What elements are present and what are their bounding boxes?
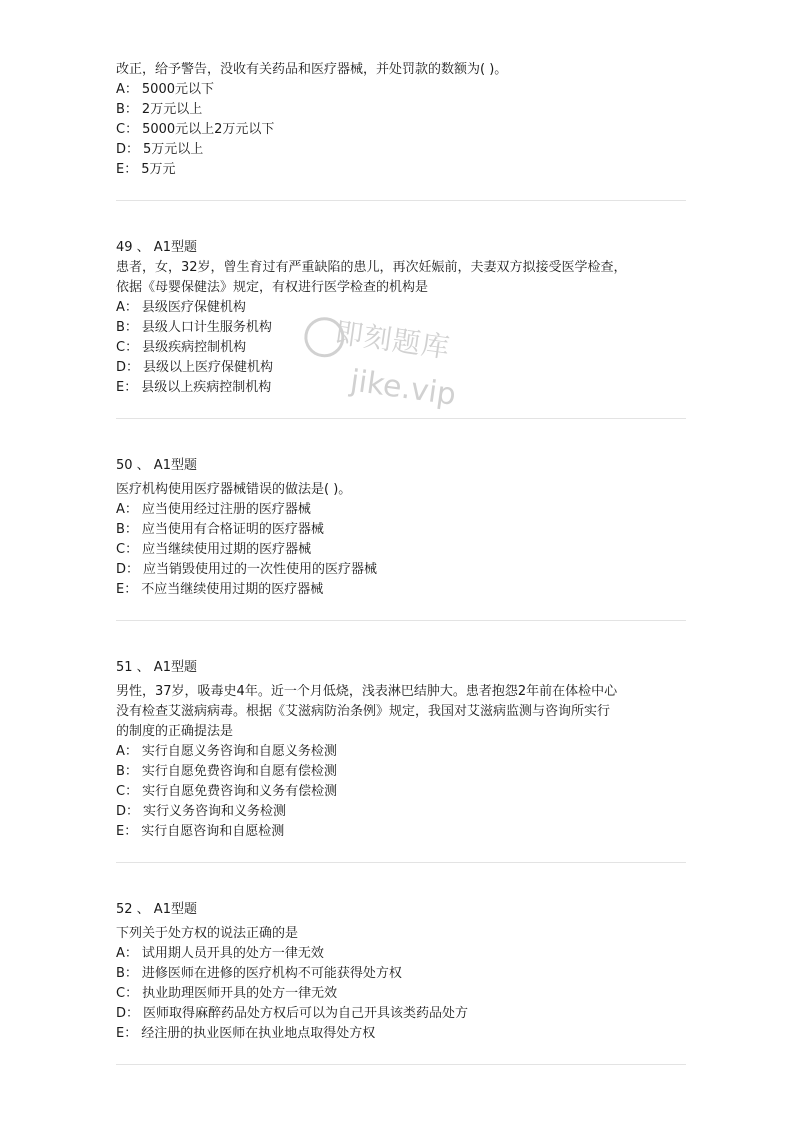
- option-c: [116, 120, 686, 140]
- option-key: A：: [116, 946, 138, 961]
- option-text: 不应当继续使用过期的医疗器械: [141, 582, 324, 597]
- option-e: [116, 378, 686, 398]
- option-a: [116, 944, 686, 964]
- option-d: [116, 802, 686, 822]
- question-50: [116, 456, 686, 600]
- option-text: 应当继续使用过期的医疗器械: [142, 542, 312, 557]
- option-a: [116, 298, 686, 318]
- option-key: D：: [116, 562, 140, 577]
- divider: [116, 1064, 686, 1065]
- question-title: 49 、 A1型题: [116, 240, 197, 255]
- watermark-url: jike.vip: [348, 363, 459, 413]
- option-key: E：: [116, 582, 138, 597]
- option-text: 2万元以上: [141, 102, 203, 117]
- option-text: 5万元: [141, 162, 176, 177]
- option-key: B：: [116, 522, 138, 537]
- divider: [116, 620, 686, 621]
- option-key: D：: [116, 360, 140, 375]
- option-text: 实行自愿免费咨询和义务有偿检测: [142, 784, 338, 799]
- question-stem-line: 依据《母婴保健法》规定，有权进行医学检查的机构是: [116, 280, 429, 295]
- option-text: 应当使用经过注册的医疗器械: [141, 502, 311, 517]
- option-key: D：: [116, 1006, 140, 1021]
- option-key: E：: [116, 1026, 138, 1041]
- option-text: 应当使用有合格证明的医疗器械: [141, 522, 324, 537]
- question-51: [116, 658, 686, 842]
- option-c: [116, 338, 686, 358]
- option-text: 执业助理医师开具的处方一律无效: [142, 986, 338, 1001]
- option-key: E：: [116, 824, 138, 839]
- question-stem-line: 男性，37岁，吸毒史4年。近一个月低烧，浅表淋巴结肿大。患者抱怨2年前在体检中心: [116, 684, 618, 699]
- option-b: [116, 318, 686, 338]
- option-key: C：: [116, 340, 139, 355]
- option-d: [116, 140, 686, 160]
- option-a: [116, 500, 686, 520]
- option-key: C：: [116, 542, 139, 557]
- option-key: B：: [116, 320, 138, 335]
- option-text: 应当销毁使用过的一次性使用的医疗器械: [143, 562, 378, 577]
- question-stem-line: 的制度的正确提法是: [116, 724, 234, 739]
- option-a: [116, 742, 686, 762]
- question-52: [116, 900, 686, 1044]
- option-key: A：: [116, 744, 138, 759]
- option-key: C：: [116, 784, 139, 799]
- question-stem-line: 下列关于处方权的说法正确的是: [116, 926, 299, 941]
- option-key: C：: [116, 986, 139, 1001]
- option-d: [116, 1004, 686, 1024]
- question-stem-line: 患者，女，32岁，曾生育过有严重缺陷的患儿，再次妊娠前，夫妻双方拟接受医学检查，: [116, 260, 627, 275]
- option-text: 经注册的执业医师在执业地点取得处方权: [141, 1026, 376, 1041]
- option-key: C：: [116, 122, 139, 137]
- option-key: D：: [116, 804, 140, 819]
- option-key: B：: [116, 764, 138, 779]
- option-b: [116, 100, 686, 120]
- option-key: D：: [116, 142, 140, 157]
- divider: [116, 862, 686, 863]
- option-key: E：: [116, 380, 138, 395]
- option-d: [116, 358, 686, 378]
- option-b: [116, 964, 686, 984]
- option-text: 县级以上医疗保健机构: [143, 360, 274, 375]
- option-text: 试用期人员开具的处方一律无效: [141, 946, 324, 961]
- option-text: 5000元以下: [141, 82, 214, 97]
- option-a: [116, 80, 686, 100]
- option-b: [116, 762, 686, 782]
- option-text: 5000元以上2万元以下: [142, 122, 275, 137]
- option-b: [116, 520, 686, 540]
- option-c: [116, 984, 686, 1004]
- question-title: 50 、 A1型题: [116, 458, 197, 473]
- option-e: [116, 580, 686, 600]
- divider: [116, 200, 686, 201]
- option-key: E：: [116, 162, 138, 177]
- option-text: 实行自愿免费咨询和自愿有偿检测: [141, 764, 337, 779]
- question-stem-line: 没有检查艾滋病病毒。根据《艾滋病防治条例》规定，我国对艾滋病监测与咨询所实行: [116, 704, 611, 719]
- question-48: [116, 60, 686, 180]
- question-49: [116, 238, 686, 398]
- option-key: A：: [116, 82, 138, 97]
- document-page: [116, 60, 686, 1065]
- option-text: 5万元以上: [143, 142, 204, 157]
- option-text: 实行自愿义务咨询和自愿义务检测: [141, 744, 337, 759]
- option-text: 进修医师在进修的医疗机构不可能获得处方权: [141, 966, 402, 981]
- option-c: [116, 782, 686, 802]
- option-text: 实行义务咨询和义务检测: [143, 804, 287, 819]
- option-text: 实行自愿咨询和自愿检测: [141, 824, 285, 839]
- option-key: A：: [116, 300, 138, 315]
- option-e: [116, 1024, 686, 1044]
- option-text: 医师取得麻醉药品处方权后可以为自己开具该类药品处方: [143, 1006, 469, 1021]
- option-text: 县级人口计生服务机构: [141, 320, 272, 335]
- question-title: 51 、 A1型题: [116, 660, 197, 675]
- option-text: 县级以上疾病控制机构: [141, 380, 272, 395]
- divider: [116, 418, 686, 419]
- watermark-text: 即刻题库: [332, 315, 453, 365]
- option-key: B：: [116, 102, 138, 117]
- question-stem: 改正，给予警告，没收有关药品和医疗器械，并处罚款的数额为( )。: [116, 62, 508, 77]
- option-text: 县级疾病控制机构: [142, 340, 247, 355]
- option-key: B：: [116, 966, 138, 981]
- question-title: 52 、 A1型题: [116, 902, 197, 917]
- question-stem-line: 医疗机构使用医疗器械错误的做法是( )。: [116, 482, 352, 497]
- option-c: [116, 540, 686, 560]
- option-e: [116, 822, 686, 842]
- option-key: A：: [116, 502, 138, 517]
- option-e: [116, 160, 686, 180]
- option-text: 县级医疗保健机构: [141, 300, 246, 315]
- option-d: [116, 560, 686, 580]
